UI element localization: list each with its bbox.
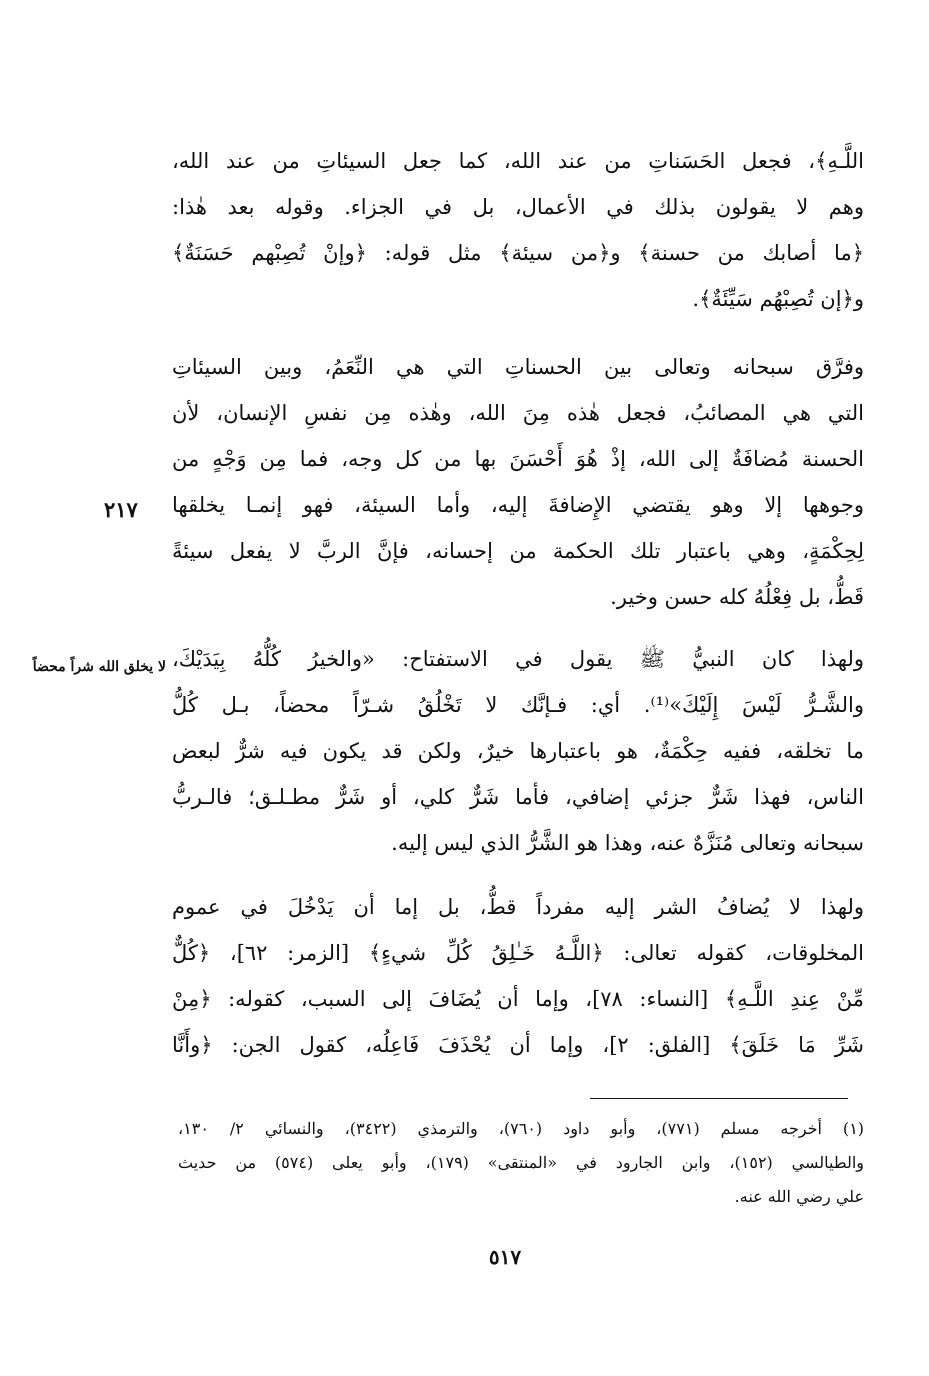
paragraph-3 [172,636,864,866]
page-number: ٥١٧ [488,1245,522,1269]
footnote-line: علي رضي الله عنه. [734,1187,864,1206]
text-line: والشَّـرُّ لَيْسَ إِلَيْكَ»⁽¹⁾. أي: فـإنَّك لا تَخْلُقُ شـرّاً محضاً، بـل كُلُّ [172,693,864,717]
text-line: سبحانه وتعالى مُنَزَّهٌ عنه، وهذا هو الشَّرُّ الذي ليس إليه. [391,831,864,855]
paragraph-1 [172,138,864,322]
footnote-line: (١) أخرجه مسلم (٧٧١)، وأبو داود (٧٦٠)، والترمذي (٣٤٢٢)، والنسائي ٢/ ١٣٠، [178,1119,864,1138]
footnote [178,1112,864,1214]
margin-paragraph-number: ٢١٧ [104,497,138,522]
text-line: وجوهها إلا وهو يقتضي الإِضافةَ إليه، وأما السيئة، فهو إنمـا يخلقها [172,493,864,517]
text-line: الحسنة مُضافَةٌ إلى الله، إذْ هُوَ أَحْسَنَ بها من كل وجه، فما مِن وَجْهٍ من [172,447,864,471]
text-line: ﴿ما أصابك من حسنة﴾ و﴿من سيئة﴾ مثل قوله: ﴿وإنْ تُصِبْهم حَسَنَةٌ﴾ [172,241,864,265]
paragraph-4 [172,884,864,1068]
text-line: الناس، فهذا شَرٌّ جزئي إضافي، فأما شَرٌّ كلي، أو شَرٌّ مطـلـق؛ فالـربُّ [172,785,864,809]
margin-note: لا يخلق الله شراً محضاً [32,659,166,675]
paragraph-2 [172,344,864,620]
text-line: وهم لا يقولون بذلك في الأعمال، بل في الجزاء. وقوله بعد هٰذا: [172,195,864,219]
footnote-divider [590,1098,848,1099]
text-line: شَرِّ مَا خَلَقَ﴾ [الفلق: ٢]، وإما أن يُحْذَفَ فَاعِلُه، كقول الجن: ﴿وأَنَّا [172,1033,864,1057]
text-line: مِّنْ عِندِ اللَّـهِ﴾ [النساء: ٧٨]، وإما أن يُضَافَ إلى السبب، كقوله: ﴿مِنْ [172,987,864,1011]
footnote-line: والطيالسي (١٥٢)، وابن الجارود في «المنتقى» (١٧٩)، وأبو يعلى (٥٧٤) من حديث [178,1153,864,1172]
text-line: ولهذا كان النبيُّ ﷺ يقول في الاستفتاح: «والخيرُ كُلُّهُ بِيَدَيْكَ، [172,647,864,671]
text-line: وفرَّق سبحانه وتعالى بين الحسناتِ التي هي النِّعَمُ، وبين السيئاتِ [172,355,864,379]
text-line: التي هي المصائبُ، فجعل هٰذه مِنَ الله، وهٰذه مِن نفسِ الإنسان، لأن [172,401,864,425]
text-line: و﴿إن تُصِبْهُم سَيِّئَةٌ﴾. [692,287,864,311]
text-line: المخلوقات، كقوله تعالى: ﴿اللَّـهُ خَـٰلِقُ كُلِّ شيءٍ﴾ [الزمر: ٦٢]، ﴿كُلٌّ [172,941,864,965]
text-line: اللَّـهِ﴾، فجعل الحَسَناتِ من عند الله، كما جعل السيئاتِ من عند الله، [172,149,864,173]
text-line: لِحِكْمَةٍ، وهي باعتبار تلك الحكمة من إحسانه، فإنَّ الربَّ لا يفعل سيئةً [172,539,864,563]
text-line: قَطُّ، بل فِعْلُهُ كله حسن وخير. [610,585,864,609]
text-line: ما تخلقه، ففيه حِكْمَةٌ، هو باعتبارها خيرٌ، ولكن قد يكون فيه شرٌّ لبعض [172,739,864,763]
text-line: ولهذا لا يُضافُ الشر إليه مفرداً قطُّ، بل إما أن يَدْخُلَ في عموم [172,895,864,919]
